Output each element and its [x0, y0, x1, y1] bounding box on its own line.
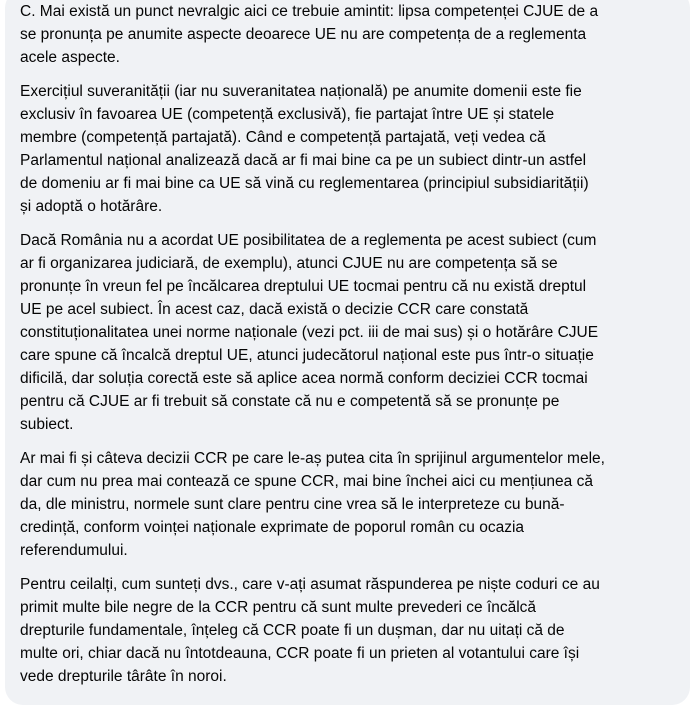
- text-line: multe ori, chiar dacă nu întotdeauna, CCR poate fi un prieten al votantului care își: [20, 645, 580, 662]
- text-line: se pronunța pe anumite aspecte deoarece UE nu are competența de a reglementa: [20, 26, 587, 43]
- text-line: dar cum nu prea mai contează ce spune CCR, mai bine închei aici cu mențiunea că: [20, 473, 593, 490]
- text-line: vede drepturile târâte în noroi.: [20, 668, 227, 685]
- text-line: exclusiv în favoarea UE (competență exclusivă), fie partajat între UE și statele: [20, 106, 555, 123]
- text-line: referendumului.: [20, 542, 128, 559]
- text-line: membre (competență partajată). Când e competență partajată, veți vedea că: [20, 129, 546, 146]
- text-line: C. Mai există un punct nevralgic aici ce trebuie amintit: lipsa competenței CJUE de a: [20, 3, 599, 20]
- text-line: acele aspecte.: [20, 49, 120, 66]
- comment-bubble: [5, 0, 690, 705]
- text-line: subiect.: [20, 416, 74, 433]
- text-line: Exercițiul suveranității (iar nu suveranitatea națională) pe anumite domenii este fie: [20, 83, 582, 100]
- text-line: de domeniu ar fi mai bine ca UE să vină cu reglementarea (principiul subsidiarității): [20, 175, 589, 192]
- text-line: drepturile fundamentale, înțeleg că CCR poate fi un dușman, dar nu uitați că de: [20, 622, 565, 639]
- text-line: ar fi organizarea judiciară, de exemplu), atunci CJUE nu are competența să se: [20, 255, 558, 272]
- comment-paragraph-1: [20, 0, 678, 69]
- comment-paragraph-4: [20, 447, 678, 562]
- text-line: și adoptă o hotărâre.: [20, 198, 163, 215]
- text-line: da, dle ministru, normele sunt clare pentru cine vrea să le interpreteze cu bună-: [20, 496, 565, 513]
- comment-paragraph-5: [20, 573, 678, 688]
- text-line: pronunțe în vreun fel pe încălcarea dreptului UE tocmai pentru că nu există dreptul: [20, 278, 587, 295]
- text-line: dificilă, dar soluția corectă este să aplice acea normă conform deciziei CCR tocmai: [20, 370, 588, 387]
- text-line: primit multe bile negre de la CCR pentru că sunt multe prevederi ce încălcă: [20, 599, 537, 616]
- text-line: pentru că CJUE ar fi trebuit să constate că nu e competentă să se pronunțe pe: [20, 393, 560, 410]
- comment-paragraph-2: [20, 80, 678, 218]
- comment-paragraph-3: [20, 229, 678, 436]
- text-line: constituționalitatea unei norme naționale (vezi pct. iii de mai sus) și o hotărâre CJUE: [20, 324, 599, 341]
- text-line: Parlamentul național analizează dacă ar fi mai bine ca pe un subiect dintr-un astfel: [20, 152, 587, 169]
- text-line: UE pe acel subiect. În acest caz, dacă există o decizie CCR care constată: [20, 301, 529, 318]
- text-line: care spune că încalcă dreptul UE, atunci judecătorul național este pus într-o situație: [20, 347, 594, 364]
- text-line: Dacă România nu a acordat UE posibilitatea de a reglementa pe acest subiect (cum: [20, 232, 597, 249]
- text-line: credință, conform voinței naționale exprimate de poporul român cu ocazia: [20, 519, 525, 536]
- text-line: Ar mai fi și câteva decizii CCR pe care le-aș putea cita în sprijinul argumentelor mele,: [20, 450, 605, 467]
- text-line: Pentru ceilalți, cum sunteți dvs., care v-ați asumat răspunderea pe niște coduri ce au: [20, 576, 600, 593]
